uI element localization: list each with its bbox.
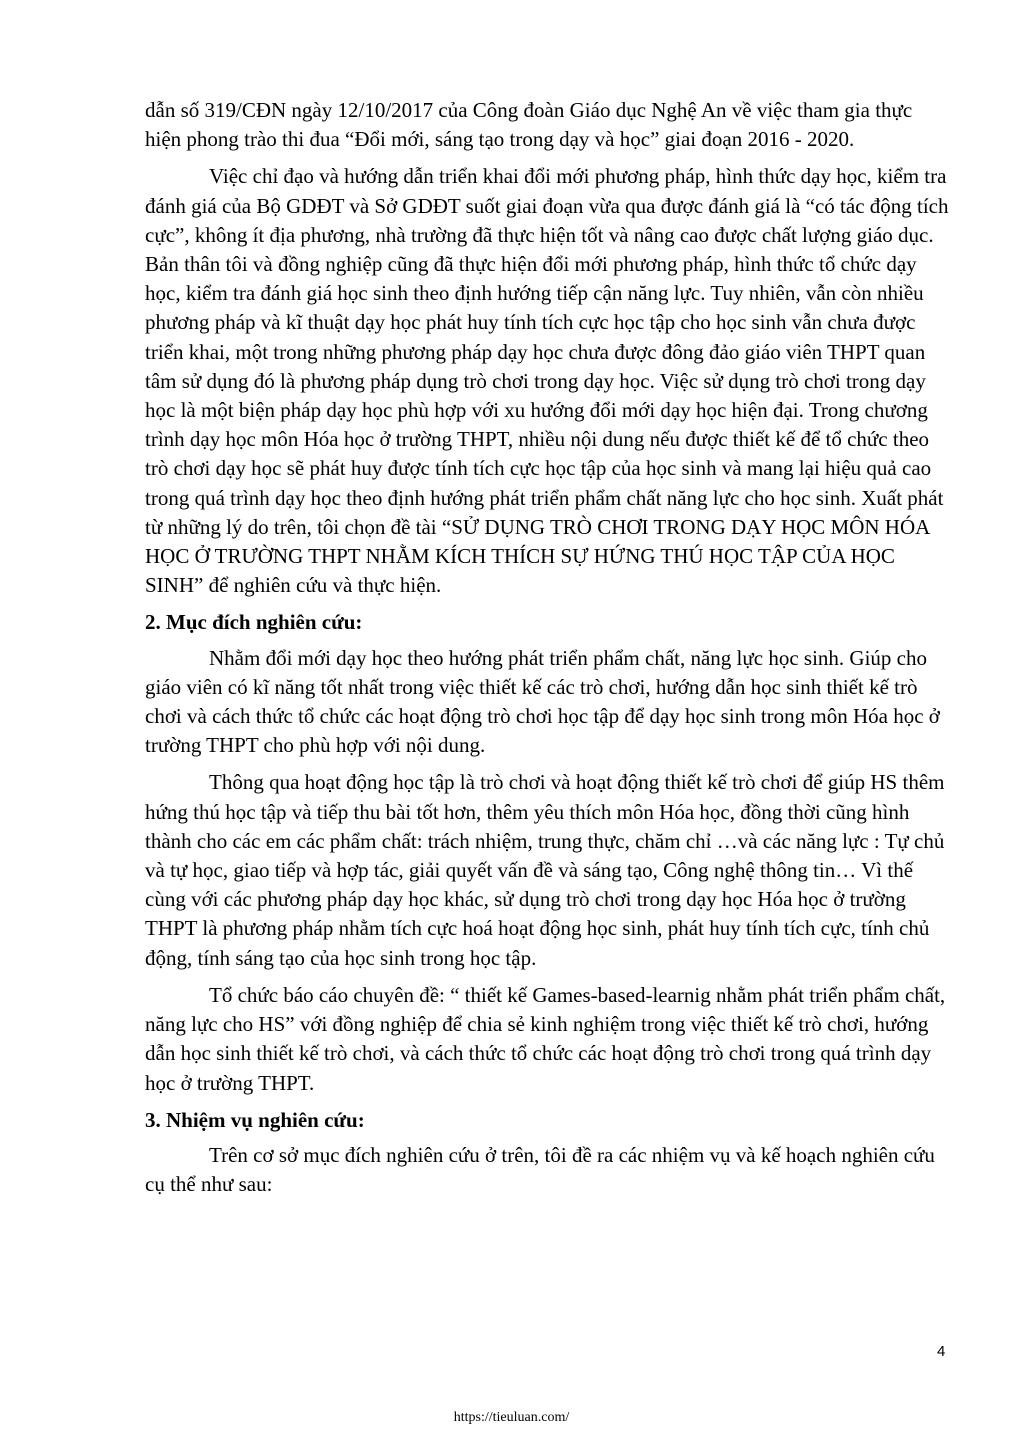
section-heading-tasks: 3. Nhiệm vụ nghiên cứu: <box>145 1107 365 1132</box>
paragraph-purpose-3: Tổ chức báo cáo chuyên đề: “ thiết kế Games-based-learnig nhằm phát triển phẩm chất, năng lực cho HS” với đồng nghiệp để chia sẻ kinh nghiệm trong việc thiết kế trò chơi, hướng dẫn học sinh thiết kế trò chơi, và cách thức tổ chức các hoạt động trò chơi trong quá trình dạy học ở trường THPT. <box>145 982 946 1095</box>
footer-url[interactable]: https://tieuluan.com/ <box>453 1410 570 1425</box>
page-number: 4 <box>937 1343 946 1360</box>
paragraph-purpose-1: Nhằm đổi mới dạy học theo hướng phát triển phẩm chất, năng lực học sinh. Giúp cho giáo viên có kĩ năng tốt nhất trong việc thiết kế các trò chơi, hướng dẫn học sinh thiết kế trò chơi và cách thức tổ chức các hoạt động trò chơi học tập để dạy học sinh trong môn Hóa học ở trường THPT cho phù hợp với nội dung. <box>145 645 940 758</box>
paragraph-background: Việc chỉ đạo và hướng dẫn triển khai đổi mới phương pháp, hình thức dạy học, kiểm tra đánh giá của Bộ GDĐT và Sở GDĐT suốt giai đoạn vừa qua được đánh giá là “có tác động tích cực”, không ít địa phương, nhà trường đã thực hiện tốt và nâng cao được chất lượng giáo dục. Bản thân tôi và đồng nghiệp cũng đã thực hiện đổi mới phương pháp, hình thức tổ chức dạy học, kiểm tra đánh giá học sinh theo định hướng tiếp cận năng lực. Tuy nhiên, vẫn còn nhiều phương pháp và kĩ thuật dạy học phát huy tính tích cực học tập cho học sinh vẫn chưa được triển khai, một trong những phương pháp dạy học chưa được đông đảo giáo viên THPT quan tâm sử dụng đó là phương pháp dụng trò chơi trong dạy học. Việc sử dụng trò chơi trong dạy học là một biện pháp dạy học phù hợp với xu hướng đổi mới dạy học hiện đại. Trong chương trình dạy học môn Hóa học ở trường THPT, nhiều nội dung nếu được thiết kế để tổ chức theo trò chơi dạy học sẽ phát huy được tính tích cực học tập của học sinh và mang lại hiệu quả cao trong quá trình dạy học theo định hướng phát triển phẩm chất năng lực cho học sinh. Xuất phát từ những lý do trên, tôi chọn đề tài “SỬ DỤNG TRÒ CHƠI TRONG DẠY HỌC MÔN HÓA HỌC Ở TRƯỜNG THPT NHẰM KÍCH THÍCH SỰ HỨNG THÚ HỌC TẬP CỦA HỌC SINH” để nghiên cứu và thực hiện. <box>145 164 949 598</box>
paragraph-tasks-1: Trên cơ sở mục đích nghiên cứu ở trên, tôi đề ra các nhiệm vụ và kế hoạch nghiên cứu cụ thể như sau: <box>145 1142 935 1197</box>
paragraph-continuation: dẫn số 319/CĐN ngày 12/10/2017 của Công đoàn Giáo dục Nghệ An về việc tham gia thực hiện phong trào thi đua “Đổi mới, sáng tạo trong dạy và học” giai đoạn 2016 - 2020. <box>145 98 913 152</box>
paragraph-purpose-2: Thông qua hoạt động học tập là trò chơi và hoạt động thiết kế trò chơi để giúp HS thêm hứng thú học tập và tiếp thu bài tốt hơn, thêm yêu thích môn Hóa học, đồng thời cũng hình thành cho các em các phẩm chất: trách nhiệm, trung thực, chăm chỉ …và các năng lực : Tự chủ và tự học, giao tiếp và hợp tác, giải quyết vấn đề và sáng tạo, Công nghệ thông tin… Vì thế cùng với các phương pháp dạy học khác, sử dụng trò chơi trong dạy học Hóa học ở trường THPT là phương pháp nhằm tích cực hoá hoạt động học sinh, phát huy tính tích cực, tính chủ động, tính sáng tạo của học sinh trong học tập. <box>145 770 945 970</box>
document-page <box>145 96 953 1207</box>
section-heading-purpose: 2. Mục đích nghiên cứu: <box>145 610 363 635</box>
